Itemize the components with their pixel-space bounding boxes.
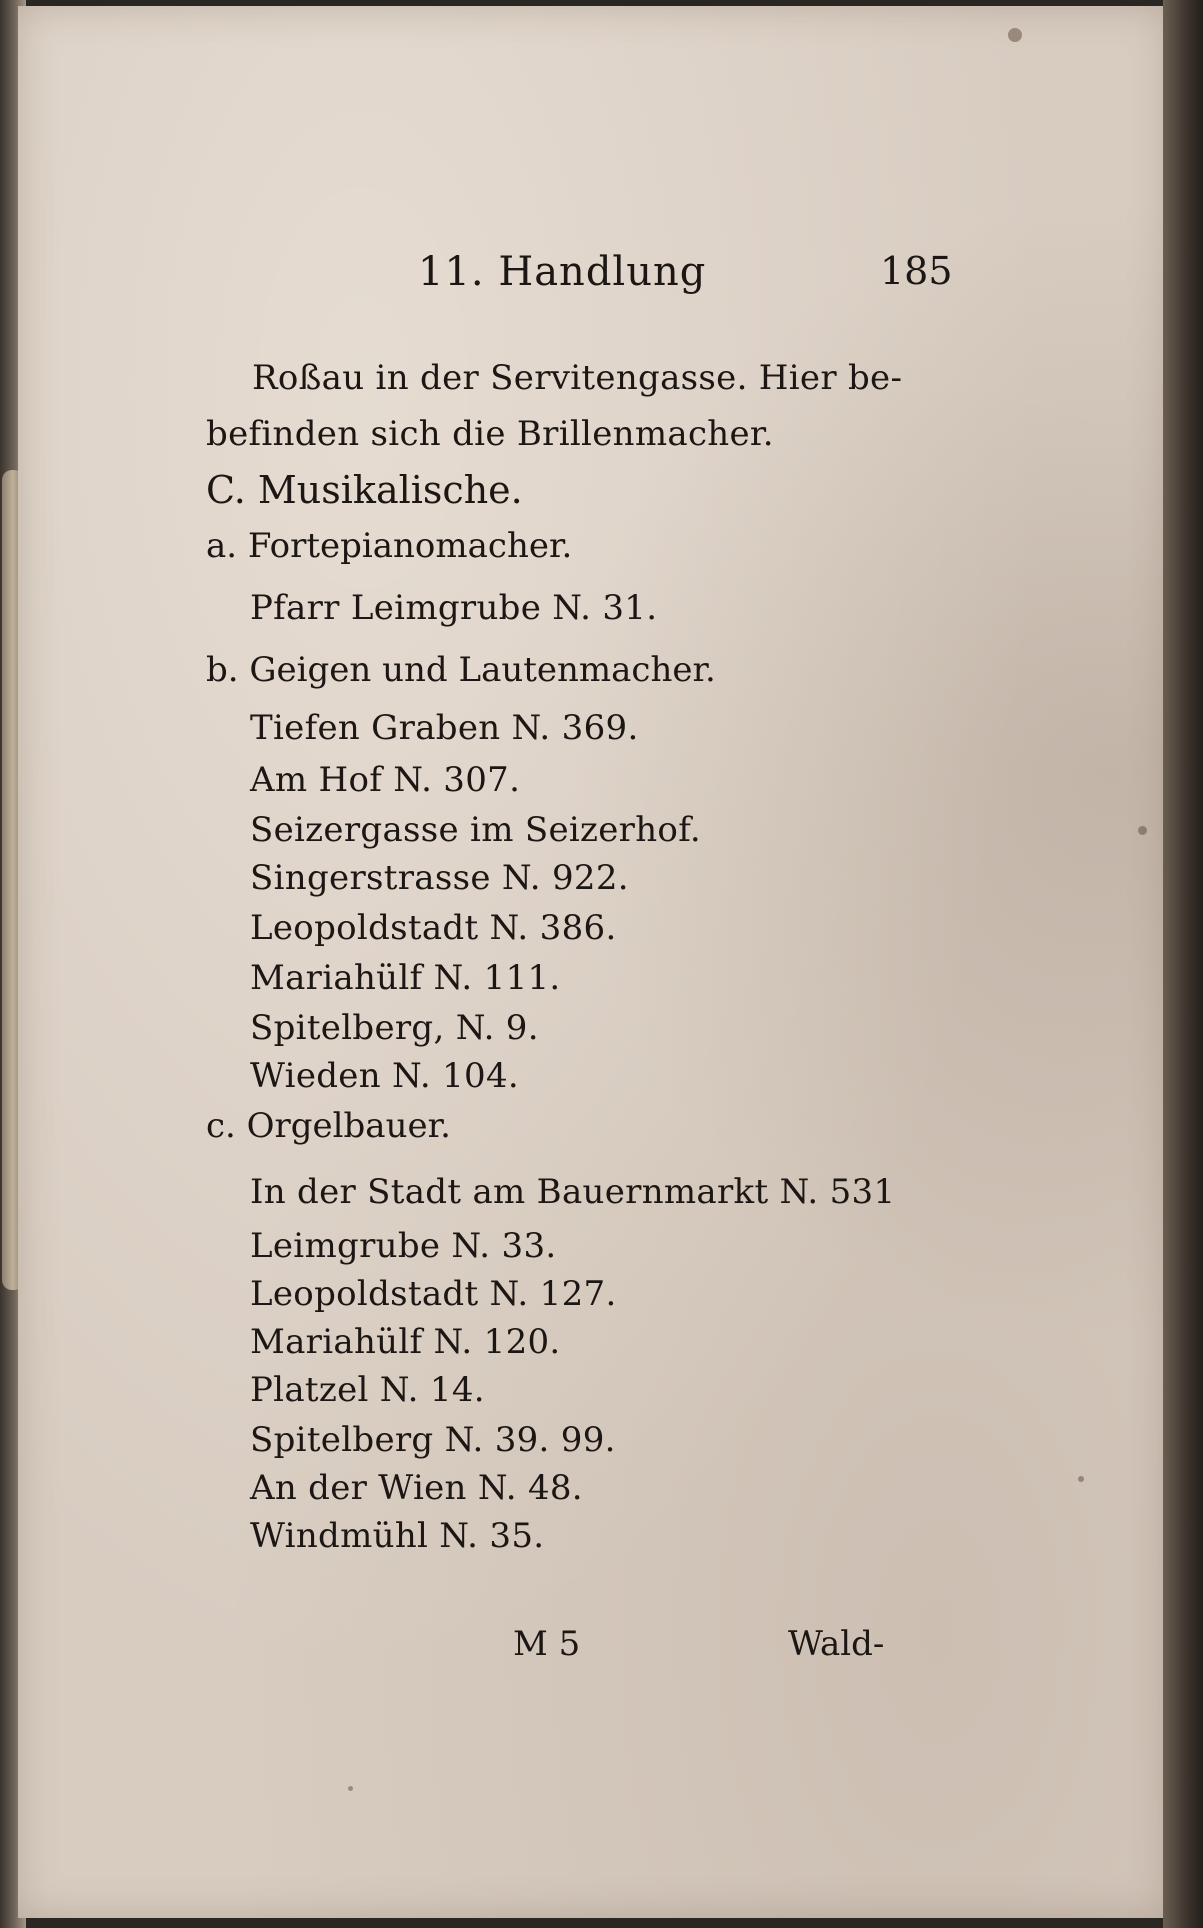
paper-speck (1078, 1476, 1084, 1482)
text-line: Spitelberg, N. 9. (250, 1008, 539, 1048)
text-line: Mariahülf N. 120. (250, 1322, 561, 1362)
text-line: An der Wien N. 48. (250, 1468, 583, 1508)
text-line: Platzel N. 14. (250, 1370, 485, 1410)
signature-mark: M 5 (513, 1624, 581, 1664)
text-line: Mariahülf N. 111. (250, 958, 561, 998)
text-line: Roßau in der Servitengasse. Hier be- (252, 358, 903, 398)
text-line: Am Hof N. 307. (250, 760, 521, 800)
text-line: Windmühl N. 35. (250, 1516, 545, 1556)
catchword: Wald- (788, 1624, 885, 1664)
text-line: Leimgrube N. 33. (250, 1226, 557, 1266)
book-page (18, 6, 1168, 1918)
text-line: befinden sich die Brillenmacher. (206, 414, 774, 454)
section-heading: C. Musikalische. (206, 468, 523, 512)
page-edge-shadow (1163, 0, 1203, 1928)
text-line: Singerstrasse N. 922. (250, 858, 629, 898)
text-line: Leopoldstadt N. 386. (250, 908, 617, 948)
text-line: Wieden N. 104. (250, 1056, 520, 1096)
sub-heading: c. Orgelbauer. (206, 1106, 451, 1146)
paper-speck (1008, 28, 1022, 42)
paper-speck (348, 1786, 353, 1791)
running-head: 11. Handlung (418, 249, 707, 295)
text-line: Pfarr Leimgrube N. 31. (250, 588, 658, 628)
text-line: Spitelberg N. 39. 99. (250, 1420, 616, 1460)
text-line: Leopoldstadt N. 127. (250, 1274, 617, 1314)
page-number: 185 (880, 249, 953, 293)
text-line: Seizergasse im Seizerhof. (250, 810, 701, 850)
sub-heading: a. Fortepianomacher. (206, 526, 573, 566)
paper-speck (1138, 826, 1147, 835)
text-line: In der Stadt am Bauernmarkt N. 531 (250, 1172, 896, 1212)
sub-heading: b. Geigen und Lautenmacher. (206, 650, 716, 690)
text-line: Tiefen Graben N. 369. (250, 708, 639, 748)
